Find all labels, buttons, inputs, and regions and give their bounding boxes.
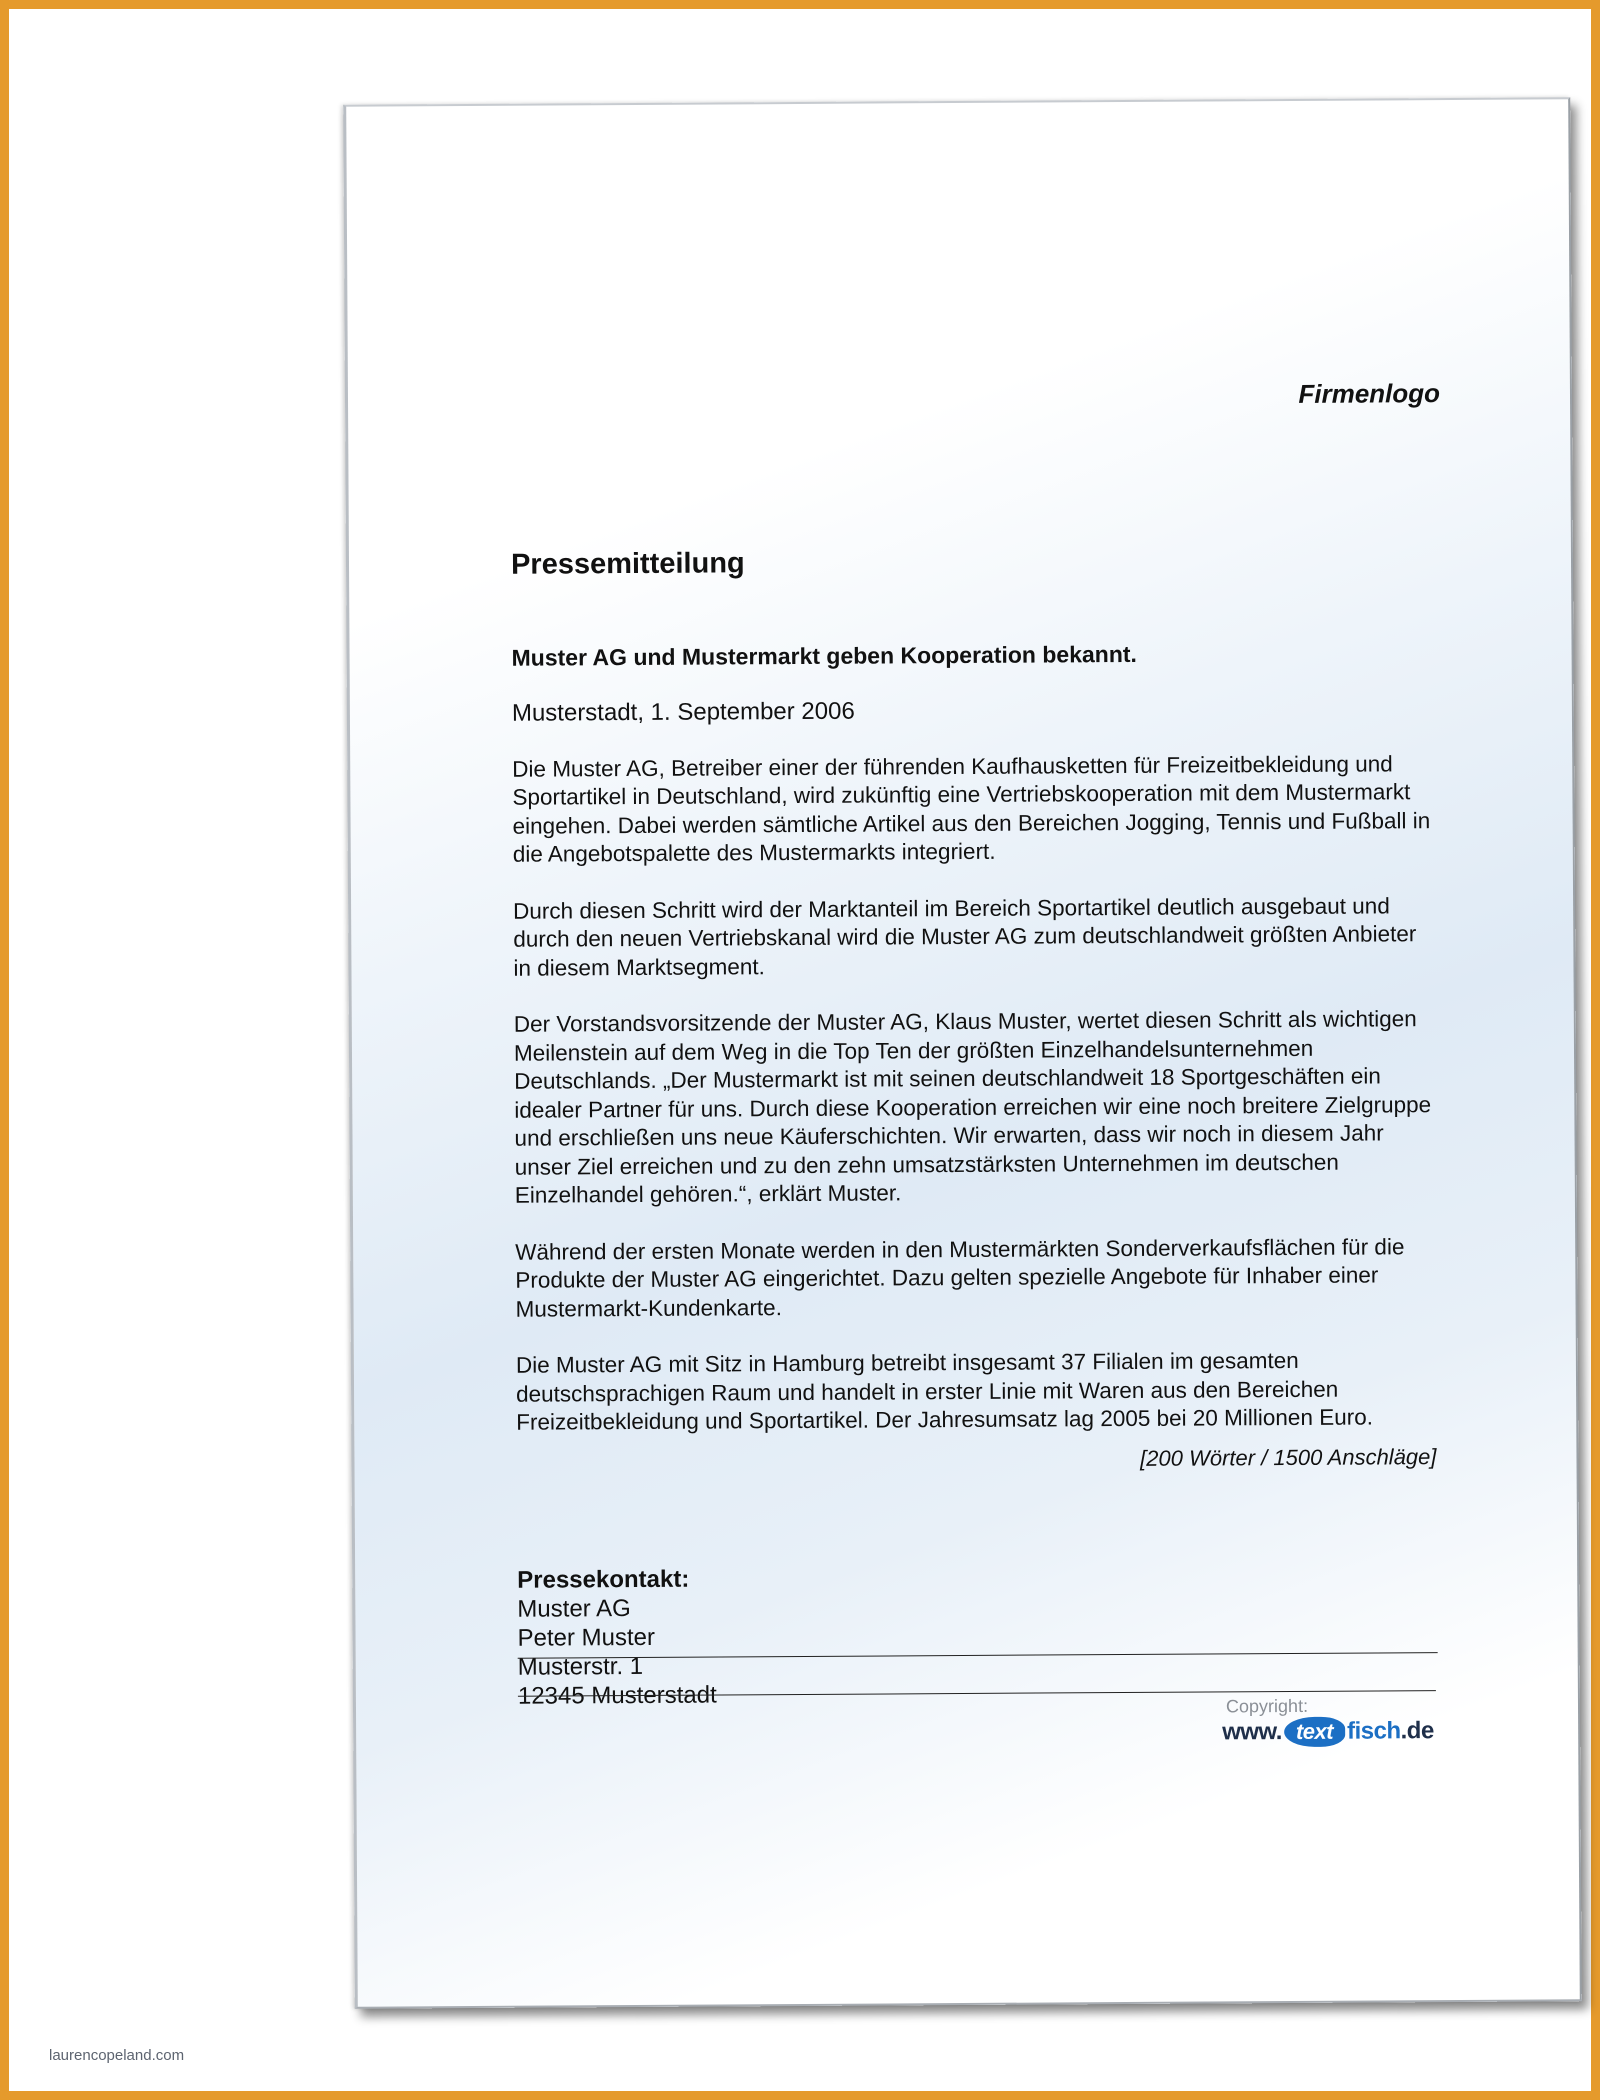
brand-tld: .de — [1400, 1717, 1434, 1745]
dateline: Musterstadt, 1. September 2006 — [511, 697, 855, 727]
press-contact-title: Pressekontakt: — [517, 1565, 690, 1594]
brand-suffix: fisch — [1346, 1717, 1401, 1745]
brand-prefix: www. — [1222, 1718, 1283, 1746]
copyright-label: Copyright: — [1225, 1695, 1309, 1717]
watermark-text: laurencopeland.com — [49, 2047, 185, 2064]
paragraph-1: Die Muster AG, Betreiber einer der führenden Kaufhausketten für Freizeitbekleidung und Sportartikel in Deutschland, wird zukünftig eine Vertriebskooperation mit dem Mustermarkt eingehen. Dabei werden sämtliche Artikel aus den Bereichen Jogging, Tennis und Fußball in die Angebotspalette des Mustermarkts integriert. — [512, 751, 1431, 868]
paragraph-5: Die Muster AG mit Sitz in Hamburg betreibt insgesamt 37 Filialen im gesamten deutschsprachigen Raum und handelt in erster Linie mit Waren aus den Bereichen Freizeitbekleidung und Sportartikel. Der Jahresumsatz lag 2005 bei 20 Millionen Euro. — [515, 1348, 1374, 1436]
word-count-note: [200 Wörter / 1500 Anschläge] — [1140, 1443, 1437, 1471]
press-contact — [517, 1560, 1438, 1711]
document-sheet — [343, 97, 1582, 2008]
contact-name: Peter Muster — [517, 1623, 656, 1652]
document-body — [510, 370, 1441, 1710]
document-title: Pressemitteilung — [510, 547, 745, 581]
paragraph-4: Während der ersten Monate werden in den Mustermärkten Sonderverkaufsflächen für die Produkte der Muster AG eingerichtet. Dazu gelten spezielle Angebote für Inhaber einer Mustermarkt-Kundenkarte. — [515, 1234, 1405, 1322]
contact-city: 12345 Musterstadt — [517, 1681, 717, 1710]
textfisch-logo — [1222, 1716, 1434, 1747]
paragraph-2: Durch diesen Schritt wird der Marktanteil im Bereich Sportartikel deutlich ausgebaut und durch den neuen Vertriebskanal wird die Muster AG zum deutschlandweit größten Anbieter in diesem Marktsegment. — [513, 893, 1417, 981]
paragraph-3: Der Vorstandsvorsitzende der Muster AG, Klaus Muster, wertet diesen Schritt als wichtigen Meilenstein auf dem Weg in die Top Ten der größten Einzelhandelsunternehmen Deutschlands. „Der Mustermarkt ist mit seinen deutschlandweit 18 Sportgeschäften ein idealer Partner für uns. Durch diese Kooperation erreichen wir eine noch breitere Zielgruppe und erschließen uns neue Käuferschichten. Wir erwarten, dass wir noch in diesem Jahr unser Ziel erreichen und zu den zehn umsatzstärksten Unternehmen im deutschen Einzelhandel gehören.“, erklärt Muster. — [513, 1006, 1432, 1209]
fish-icon: text — [1284, 1717, 1345, 1747]
press-headline: Muster AG und Mustermarkt geben Kooperation bekannt. — [511, 640, 1137, 671]
company-logo-placeholder: Firmenlogo — [1298, 378, 1441, 409]
contact-street: Musterstr. 1 — [517, 1652, 644, 1681]
contact-company: Muster AG — [517, 1594, 631, 1623]
